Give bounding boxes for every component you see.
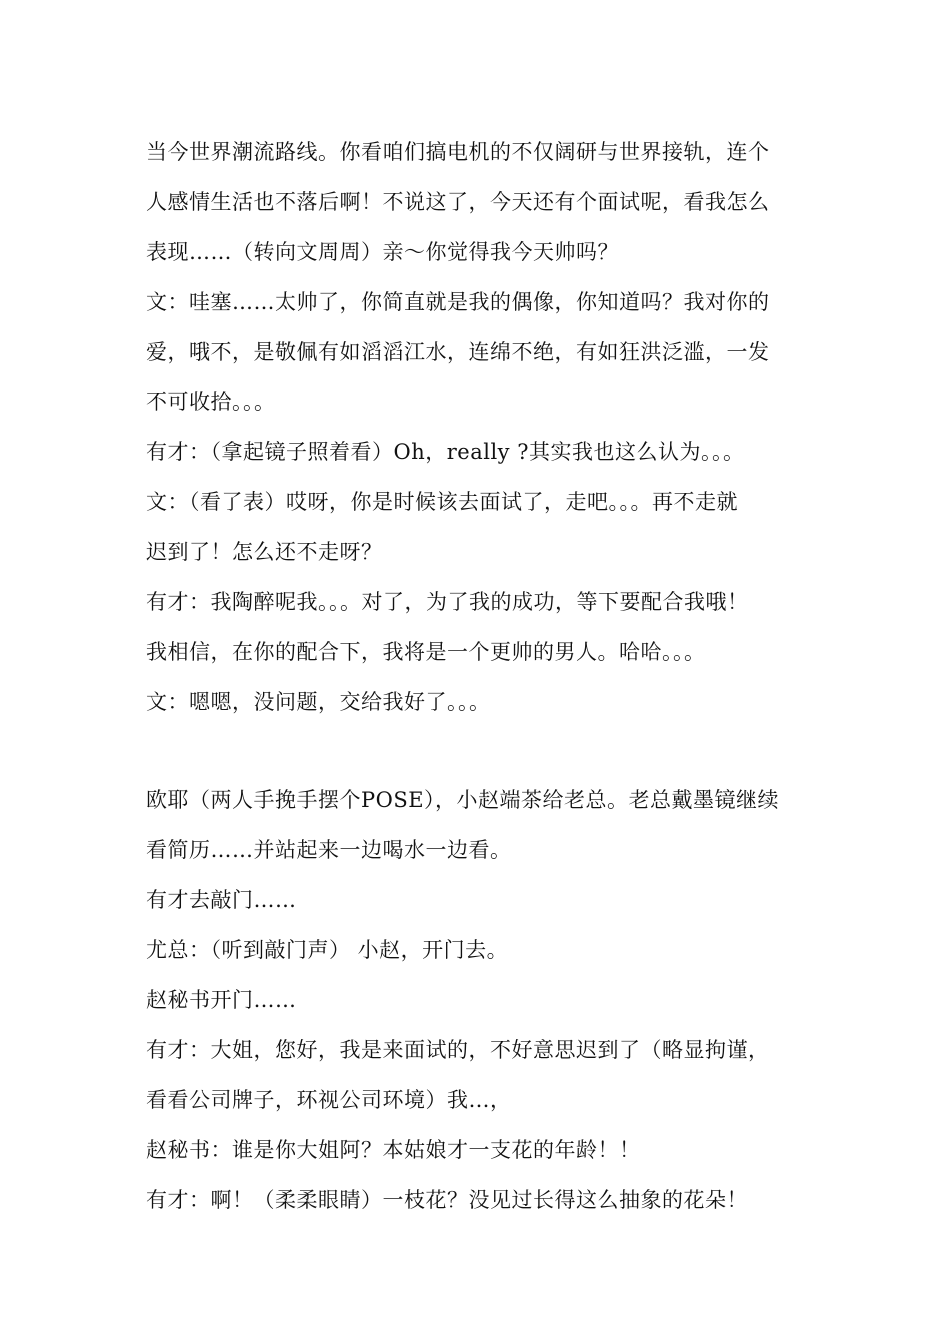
text-line: 看看公司牌子，环视公司环境）我…， [146,1088,512,1112]
text-line: 表现……（转向文周周）亲～你觉得我今天帅吗？ [146,240,619,264]
text-line: 人感情生活也不落后啊！不说这了，今天还有个面试呢，看我怎么 [146,190,770,214]
text-line: 有才：（拿起镜子照着看）Oh，really ?其实我也这么认为。。。 [146,440,745,464]
text-line: 迟到了！怎么还不走呀？ [146,540,383,564]
text-line: 有才去敲门…… [146,888,297,912]
script-section-top [146,127,806,727]
text-line: 不可收拾。。。 [146,390,276,414]
text-line: 赵秘书：谁是你大姐阿？本姑娘才一支花的年龄！！ [146,1138,641,1162]
text-line: 爱，哦不，是敬佩有如滔滔江水，连绵不绝，有如狂洪泛滥，一发 [146,340,770,364]
text-line: 欧耶（两人手挽手摆个POSE），小赵端茶给老总。老总戴墨镜继续 [146,788,780,812]
script-section-bottom [146,775,806,1225]
text-line: 文：（看了表）哎呀，你是时候该去面试了，走吧。。。再不走就 [146,490,738,514]
text-line: 看简历……并站起来一边喝水一边看。 [146,838,512,862]
text-line: 有才：我陶醉呢我。。。对了，为了我的成功，等下要配合我哦！ [146,590,749,614]
text-line: 有才：啊！（柔柔眼睛）一枝花？没见过长得这么抽象的花朵！ [146,1188,748,1212]
text-line: 文：嗯嗯，没问题，交给我好了。。。 [146,690,491,714]
text-line: 赵秘书开门…… [146,988,297,1012]
text-line: 尤总：（听到敲门声） 小赵，开门去。 [146,938,509,962]
text-line: 有才：大姐，您好，我是来面试的，不好意思迟到了（略显拘谨， [146,1038,770,1062]
text-line: 我相信，在你的配合下，我将是一个更帅的男人。哈哈。。。 [146,640,706,664]
text-line: 文：哇塞……太帅了，你简直就是我的偶像，你知道吗？我对你的 [146,290,770,314]
text-line: 当今世界潮流路线。你看咱们搞电机的不仅阔研与世界接轨，连个 [146,140,770,164]
